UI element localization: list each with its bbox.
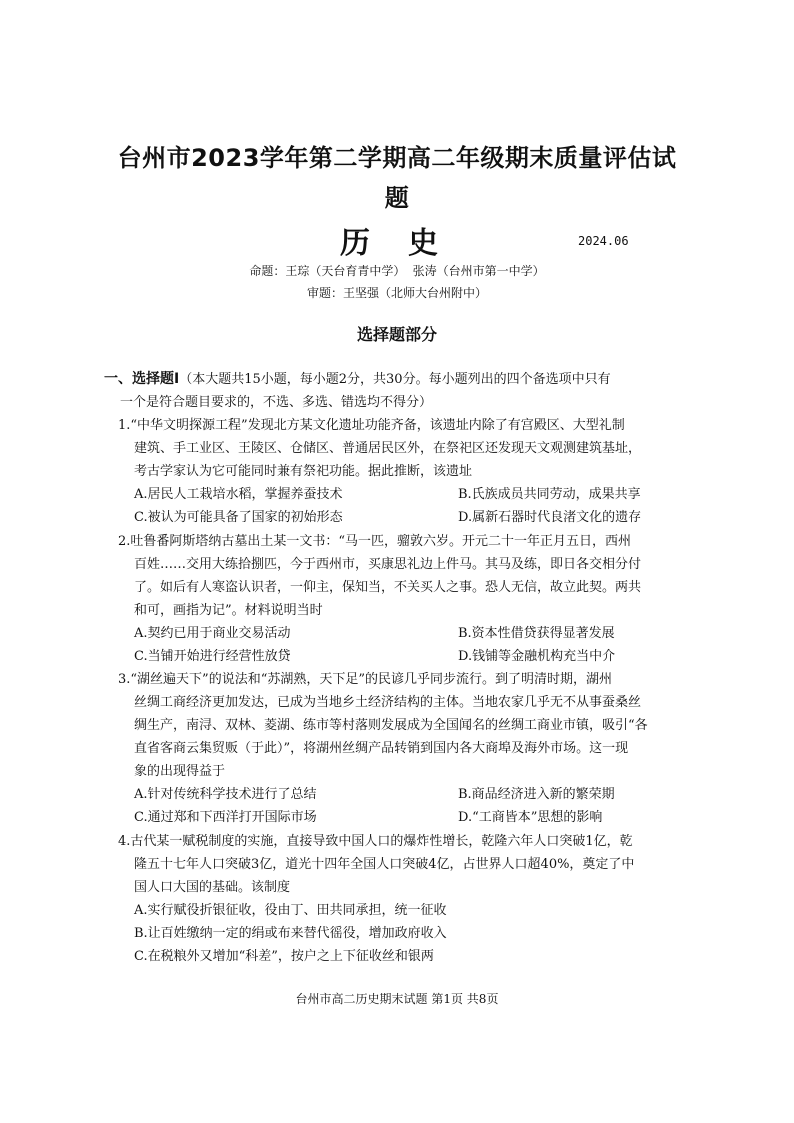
- question-stem-line: 隆五十七年人口突破3亿，道光十四年全国人口突破4亿，占世界人口超40%，奠定了中: [134, 857, 635, 872]
- question-stem-line: 直省客商云集贸贩（于此）”，将湖州丝绸产品转销到国内各大商埠及海外市场。这一现: [134, 741, 629, 756]
- option-c: C.在税粮外又增加“科差”，按户之上下征收丝和银两: [134, 949, 434, 964]
- question-3: [118, 668, 678, 829]
- option-b: B.让百姓缴纳一定的绢或布来替代徭役，增加政府收入: [134, 926, 447, 941]
- question-stem-line: 和可，画指为记”。材料说明当时: [134, 603, 323, 618]
- option-b: B.资本性借贷获得显著发展: [458, 626, 615, 641]
- question-stem-line: 百姓……交用大练拾捌匹，今于西州市，买康思礼边上件马。其马及练，即日各交相分付: [134, 557, 642, 572]
- question-stem-line: 考古学家认为它可能同时兼有祭祀功能。据此推断，该遗址: [134, 464, 473, 479]
- question-setters: 命题：王琮（天台育青中学） 张涛（台州市第一中学）: [249, 264, 545, 278]
- question-stem-line: 2.吐鲁番阿斯塔纳古墓出土某一文书：“马一匹，骝敦六岁。开元二十一年正月五日，西州: [118, 534, 632, 549]
- section-intro-line1: （本大题共15小题，每小题2分，共30分。每小题列出的四个备选项中只有: [179, 372, 611, 387]
- question-stem-line: 丝绸工商经济更加发达，已成为当地乡土经济结构的主体。当地农家几乎无不从事蚕桑丝: [134, 695, 642, 710]
- option-d: D.“工商皆本”思想的影响: [458, 810, 603, 825]
- question-4: [118, 830, 678, 968]
- question-1: [118, 414, 678, 529]
- question-stem-line: 3.“湖丝遍天下”的说法和“苏湖熟，天下足”的民谚几乎同步流行。到了明清时期，湖州: [118, 672, 612, 687]
- option-a: A.针对传统科学技术进行了总结: [134, 787, 317, 802]
- question-2: [118, 530, 678, 668]
- subject-title: 历史: [340, 226, 476, 261]
- option-c: C.当铺开始进行经营性放贷: [134, 649, 291, 664]
- option-d: D.钱铺等金融机构充当中介: [458, 649, 616, 664]
- question-stem-line: 4.古代某一赋税制度的实施，直接导致中国人口的爆炸性增长，乾隆六年人口突破1亿，乾: [118, 834, 633, 849]
- page-footer: 台州市高二历史期末试题 第1页 共8页: [295, 992, 499, 1006]
- option-a: A.居民人工栽培水稻，掌握养蚕技术: [134, 487, 343, 502]
- question-stem-line: 1.“中华文明探源工程”发现北方某文化遗址功能齐备，该遗址内除了有宫殿区、大型礼制: [118, 418, 625, 433]
- question-stem-line: 了。如后有人寒盗认识者，一仰主，保知当，不关买人之事。恐人无信，故立此契。两共: [134, 580, 642, 595]
- option-d: D.属新石器时代良渚文化的遗存: [458, 510, 642, 525]
- option-a: A.契约已用于商业交易活动: [134, 626, 291, 641]
- exam-title: [60, 138, 734, 218]
- exam-title-line1: 台州市2023学年第二学期高二年级期末质量评估试: [117, 144, 677, 172]
- option-a: A.实行赋役折银征收，役由丁、田共同承担，统一征收: [134, 903, 447, 918]
- section-intro-line2: 一个是符合题目要求的，不选、多选、错选均不得分）: [120, 395, 433, 410]
- option-c: C.被认为可能具备了国家的初始形态: [134, 510, 343, 525]
- question-stem-line: 国人口大国的基础。该制度: [134, 880, 291, 895]
- question-stem-line: 建筑、手工业区、王陵区、仓储区、普通居民区外，在祭祀区还发现天文观测建筑基址，: [134, 441, 642, 456]
- option-c: C.通过郑和下西洋打开国际市场: [134, 810, 317, 825]
- exam-title-line2: 题: [384, 184, 410, 212]
- exam-date: 2024.06: [578, 234, 629, 248]
- reviewer: 审题：王坚强（北师大台州附中）: [306, 286, 487, 300]
- section-heading: 一、选择题Ⅰ: [104, 371, 180, 387]
- option-b: B.氏族成员共同劳动，成果共享: [458, 487, 641, 502]
- section-instructions: [104, 368, 664, 414]
- part-title: 选择题部分: [356, 325, 437, 344]
- question-stem-line: 绸生产，南浔、双林、菱湖、练市等村落则发展成为全国闻名的丝绸工商业市镇，吸引“各: [134, 718, 648, 733]
- option-b: B.商品经济进入新的繁荣期: [458, 787, 615, 802]
- question-stem-line: 象的出现得益于: [134, 764, 226, 779]
